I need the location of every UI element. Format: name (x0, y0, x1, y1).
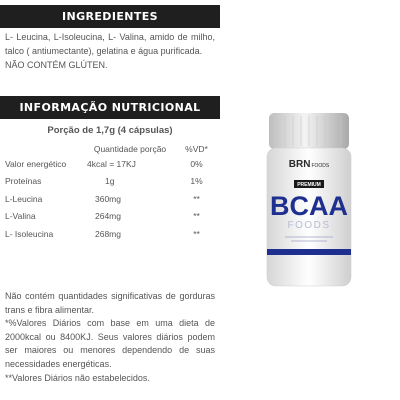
premium-badge-label: PREMIUM (297, 182, 321, 189)
nutrient-name: L-Valina (5, 211, 36, 222)
nutrition-title: INFORMAÇÃO NUTRICIONAL (19, 101, 201, 114)
nutrient-vd: 0% (190, 158, 203, 169)
nutrient-name: Valor energético (5, 158, 67, 169)
nutrient-vd: ** (193, 228, 200, 239)
nutrient-vd: ** (193, 211, 200, 222)
nutrient-qty: 1g (105, 176, 115, 187)
brand-sub: FOODS (311, 163, 330, 169)
nutrient-vd: 1% (190, 176, 203, 187)
brand-main: BRN (288, 159, 311, 170)
product-name-sub: FOODS (287, 220, 331, 231)
qty-column-header: Quantidade porção (93, 144, 167, 154)
note-daily-values: *%Valores Diários com base em uma dieta de 2000kcal ou 8400KJ. Seus valores diários podem ser maiores ou menores dependendo de suas necessidades energéticas. (5, 318, 215, 369)
nutrition-row (5, 155, 220, 173)
ingredients-header (0, 5, 220, 28)
ingredients-text-block (5, 31, 215, 72)
nutrient-name: L-Leucina (5, 193, 43, 204)
nutrient-name: Proteínas (5, 176, 42, 187)
nutrient-qty: 264mg (95, 211, 121, 222)
product-name: BCAA (270, 191, 348, 221)
vd-column-header: %VD* (185, 144, 208, 154)
nutrition-notes (5, 290, 215, 385)
portion-size: Porção de 1,7g (4 cápsulas) (47, 125, 173, 136)
bcaa-bottle-image (263, 112, 355, 288)
nutrient-qty: 360mg (95, 193, 121, 204)
nutrition-header-row (5, 143, 220, 155)
gluten-notice: NÃO CONTÉM GLÚTEN. (5, 59, 108, 70)
nutrition-row (5, 190, 220, 208)
note-trans-fat: Não contém quantidades significativas de gorduras trans e fibra alimentar. (5, 291, 215, 315)
nutrition-row (5, 225, 220, 243)
nutrient-qty: 268mg (95, 228, 121, 239)
ingredients-title: INGREDIENTES (62, 10, 158, 23)
label-stripe (267, 249, 351, 255)
nutrient-vd: ** (193, 193, 200, 204)
nutrition-table (5, 143, 220, 243)
nutrient-name: L- Isoleucina (5, 228, 54, 239)
nutrient-qty: 4kcal = 17KJ (87, 158, 136, 169)
note-not-established: **Valores Diários não estabelecidos. (5, 372, 150, 383)
nutrition-header (0, 96, 220, 119)
nutrition-row (5, 208, 220, 226)
nutrition-row (5, 173, 220, 191)
ingredients-list: L- Leucina, L-Isoleucina, L- Valina, amido de milho, talco ( antiumectante), gelatina e água purificada. (5, 32, 215, 56)
